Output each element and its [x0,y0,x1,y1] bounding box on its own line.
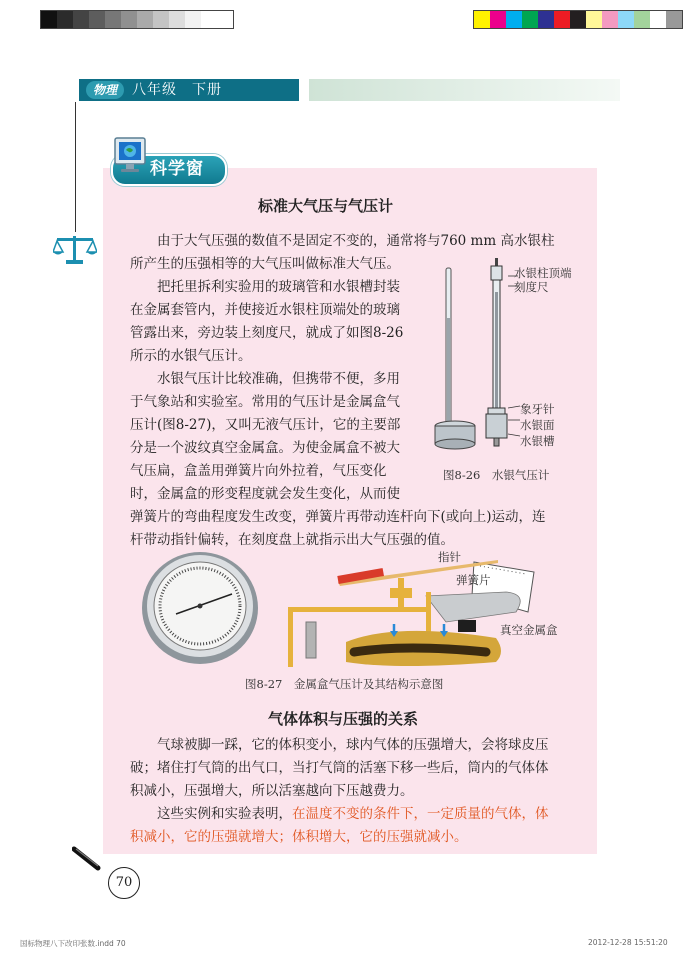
conclusion-highlight: 在温度不变的条件下，一定质量的气体，体 [292,806,549,822]
text-line: 分是一个波纹真空金属盒。为使金属盒不被大 [130,440,400,456]
text-line: 管露出来，旁边装上刻度尺，就成了如图8-26 [130,325,404,341]
label-spring-leaf: 弹簧片 [456,573,491,587]
text-line: 积减小，压强增大，所以活塞越向下压越费力。 [130,783,414,799]
text-line: 把托里拆利实验用的玻璃管和水银槽封装 [157,279,400,295]
magnifier-icon [72,846,112,880]
aneroid-structure-diagram [276,552,536,672]
label-mercury-surface: 水银面 [520,418,555,432]
balance-scale-icon [53,232,97,266]
label-ivory-pin: 象牙针 [520,402,555,416]
figure-caption-8-27: 图8-27 金属盒气压计及其结构示意图 [245,677,444,691]
label-scale: 刻度尺 [514,280,549,294]
grayscale-print-bar [40,10,234,29]
paragraph-mercury-barometer [130,276,430,368]
figure-caption-8-26: 图8-26 水银气压计 [443,468,550,482]
text-line: 所示的水银气压计。 [130,348,252,364]
label-pointer: 指针 [438,550,461,564]
page-number: 70 [108,867,140,899]
paragraph-aneroid-continued [130,506,582,552]
text-line: 时，金属盒的形变程度就会发生变化，从而使 [130,486,400,502]
text-line: 水银气压计比较准确，但携带不便，多用 [157,371,400,387]
paragraph-conclusion [130,803,590,849]
section-title-volume-pressure: 气体体积与压强的关系 [268,710,419,728]
text-line: 于气象站和实验室。常用的气压计是金属盒气 [130,394,400,410]
paragraph-aneroid-barometer [130,368,430,506]
section-title-standard-pressure: 标准大气压与气压计 [258,197,394,215]
text-line: 气球被脚一踩，它的体积变小，球内气体的压强增大，会将球皮压 [157,737,549,753]
text-line: 弹簧片的弯曲程度发生改变，弹簧片再带动连杆向下(或向上)运动，连 [130,509,546,525]
color-print-bar [473,10,683,29]
computer-monitor-icon [113,136,149,178]
text-line: 所产生的压强相等的大气压叫做标准大气压。 [130,256,400,272]
text-line: 压计(图8-27)，又叫无液气压计，它的主要部 [130,417,401,433]
text-line [130,803,590,826]
text-line: 杆带动指针偏转，在刻度盘上就指示出大气压强的值。 [130,532,454,548]
grade-label: 八年级 下册 [132,82,222,98]
aneroid-barometer-dial [140,548,262,666]
label-mercury-top: 水银柱顶端 [514,266,572,280]
text-line: 由于大气压强的数值不是固定不变的，通常将与760 mm 高水银柱 [157,233,555,249]
mercury-barometer-figure [428,258,528,458]
footer-timestamp: 2012-12-28 15:51:20 [588,938,668,947]
margin-line [75,102,76,232]
header-gradient [309,79,620,101]
conclusion-highlight-line2: 积减小，它的压强就增大；体积增大，它的压强就减小。 [130,829,468,845]
text-line: 破；堵住打气筒的出气口，当打气筒的活塞下移一些后，筒内的气体体 [130,760,549,776]
label-mercury-trough: 水银槽 [520,434,555,448]
paragraph-balloon-example [130,734,582,803]
text-line: 气压扁，盒盖用弹簧片向外拉着，气压变化 [130,463,387,479]
text-line: 在金属套管内，并使接近水银柱顶端处的玻璃 [130,302,400,318]
conclusion-lead: 这些实例和实验表明， [157,806,292,822]
footer-file-info: 国标物理八下改印张数.indd 70 [20,939,126,948]
science-window-title: 科学窗 [150,159,204,179]
label-vacuum-box: 真空金属盒 [500,623,558,637]
subject-tag: 物理 [86,81,124,99]
